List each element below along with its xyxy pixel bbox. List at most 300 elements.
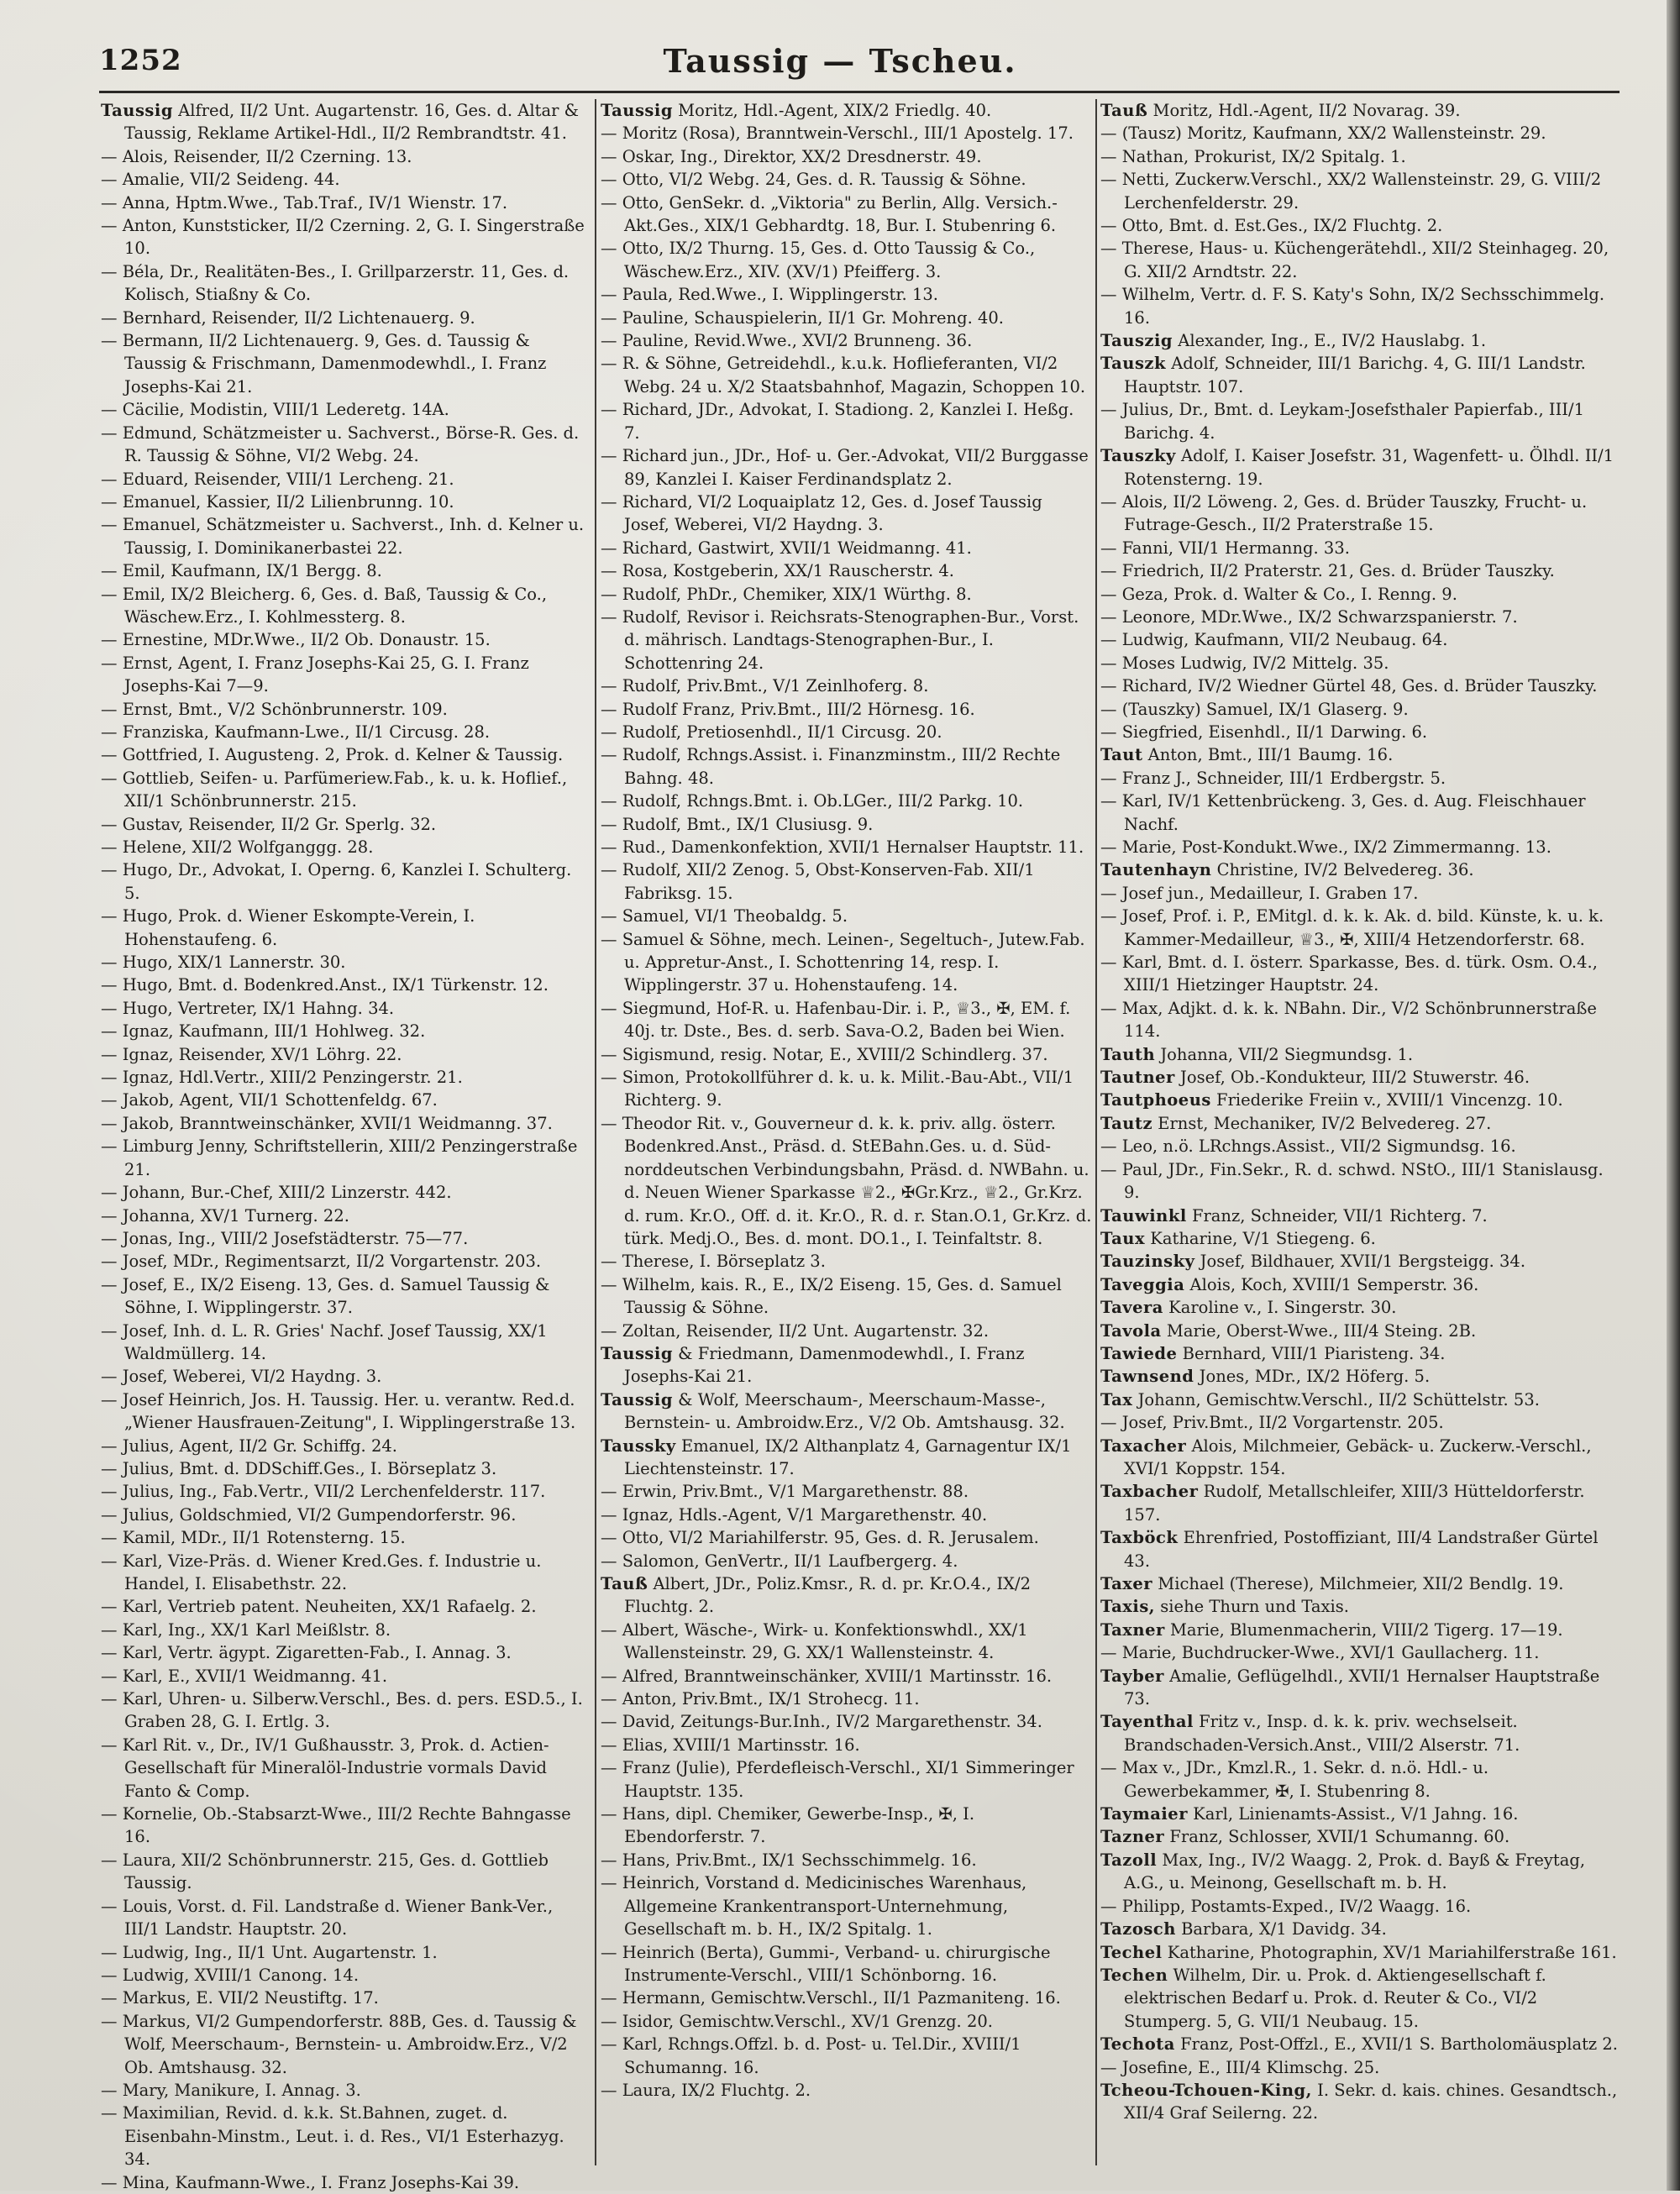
entry-text: — Amalie, VII/2 Seideng. 44. [101,170,340,190]
directory-entry [1100,1572,1621,1595]
entry-text: — Samuel & Söhne, mech. Leinen-, Segeltuch-, Jutew.Fab. u. Appretur-Anst., I. Schottenring 14, resp. I. Wipplingerstr. 37 u. Hohenstaufeng. 14. [601,929,1085,995]
directory-entry [601,559,1092,582]
entry-text: — Karl, Vize-Präs. d. Wiener Kred.Ges. f. Industrie u. Handel, I. Elisabethstr. 22. [101,1551,542,1593]
entry-text: Ernst, Mechaniker, IV/2 Belvedereg. 27. [1152,1113,1492,1133]
directory-entry [101,1849,591,1895]
entry-text: — Wilhelm, kais. R., E., IX/2 Eiseng. 15, Ges. d. Samuel Taussig & Söhne. [601,1274,1062,1318]
entry-text: Franz, Schneider, VII/1 Richterg. 7. [1186,1205,1488,1226]
entry-text: — Josef, Prof. i. P., EMitgl. d. k. k. Ak. d. bild. Künste, k. u. k. Kammer-Medailleur, ♕3., ✠, XIII/4 Hetzendorferstr. 68. [1100,906,1604,949]
entry-text: — Rudolf Franz, Priv.Bmt., III/2 Hörnesg. 16. [601,699,975,719]
entry-text: Johann, Gemischtw.Verschl., II/2 Schüttelstr. 53. [1132,1389,1540,1409]
entry-text: — Karl, Uhren- u. Silberw.Verschl., Bes. d. pers. ESD.5., I. Graben 28, G. I. Ertlg. 3. [101,1689,583,1732]
directory-entry [601,674,1092,697]
directory-entry [601,1504,1092,1526]
directory-entry [101,1435,591,1457]
directory-entry [101,1457,591,1480]
entry-text: — Ernst, Agent, I. Franz Josephs-Kai 25, G. I. Franz Josephs-Kai 7—9. [101,653,529,696]
page-number: 1252 [99,44,182,77]
entry-surname: Tayenthal [1100,1712,1194,1732]
entry-text: Alfred, II/2 Unt. Augartenstr. 16, Ges. d. Altar & Taussig, Reklame Artikel-Hdl., II/2 Rembrandtstr. 41. [124,101,579,144]
entry-text: — (Tausz) Moritz, Kaufmann, XX/2 Wallensteinstr. 29. [1100,123,1546,144]
entry-text: — Rudolf, Priv.Bmt., V/1 Zeinlhoferg. 8. [601,676,929,696]
entry-surname: Taymaier [1100,1804,1188,1824]
directory-entry [601,145,1092,168]
entry-text: — Anton, Priv.Bmt., IX/1 Strohecg. 11. [601,1689,920,1709]
entry-text: — Ernestine, MDr.Wwe., II/2 Ob. Donaustr. 15. [101,630,491,650]
entry-text: — Ignaz, Kaufmann, III/1 Hohlweg. 32. [101,1021,426,1042]
entry-text: — Friedrich, II/2 Praterstr. 21, Ges. d. Brüder Tauszky. [1100,561,1555,581]
entry-text: Alois, Koch, XVIII/1 Semperstr. 36. [1184,1274,1479,1294]
directory-entry [101,1043,591,1066]
entry-text: — Rosa, Kostgeberin, XX/1 Rauscherstr. 4. [601,561,954,581]
directory-entry [1100,1825,1621,1848]
entry-text: Michael (Therese), Milchmeier, XII/2 Bendlg. 19. [1152,1574,1564,1593]
entry-surname: Tautz [1100,1113,1153,1133]
directory-entry [101,1687,591,1734]
entry-text: — Leo, n.ö. LRchngs.Assist., VII/2 Sigmundsg. 16. [1100,1136,1516,1157]
entry-text: Katharine, V/1 Stiegeng. 6. [1145,1228,1376,1248]
directory-entry [601,905,1092,927]
entry-text: — Samuel, VI/1 Theobaldg. 5. [601,906,848,926]
directory-entry [1100,858,1621,881]
entry-text: — Fanni, VII/1 Hermanng. 33. [1100,538,1350,558]
directory-entry [601,491,1092,537]
directory-entry [1100,836,1621,858]
directory-entry [101,1135,591,1181]
entry-text: — Marie, Post-Kondukt.Wwe., IX/2 Zimmermanng. 13. [1100,837,1551,857]
entry-surname: Tawiede [1100,1343,1178,1363]
entry-surname: Taxis, [1100,1597,1156,1617]
entry-text: — Rud., Damenkonfektion, XVII/1 Hernalser Hauptstr. 11. [601,837,1084,857]
entry-text: — Hugo, Dr., Advokat, I. Operng. 6, Kanzlei I. Schulterg. 5. [101,860,572,903]
entry-text: — Hans, dipl. Chemiker, Gewerbe-Insp., ✠, I. Ebendorferstr. 7. [601,1804,975,1847]
entry-text: — Hermann, Gemischtw.Verschl., II/1 Pazmaniteng. 16. [601,1988,1061,2008]
entry-text: — Helene, XII/2 Wolfganggg. 28. [101,837,374,857]
entry-surname: Tauwinkl [1100,1205,1187,1226]
directory-entry [601,606,1092,674]
entry-text: Josef, Bildhauer, XVII/1 Bergsteigg. 34. [1194,1252,1526,1272]
directory-entry [601,1619,1092,1665]
entry-text: Bernhard, VIII/1 Piaristeng. 34. [1177,1343,1446,1363]
entry-surname: Taussky [601,1436,676,1456]
directory-entry [1100,1526,1621,1572]
column-3 [1100,99,1621,2165]
entry-text: — Richard, IV/2 Wiedner Gürtel 48, Ges. d. Brüder Tauszky. [1100,676,1598,696]
entry-text: — Erwin, Priv.Bmt., V/1 Margarethenstr. 88. [601,1482,969,1502]
entry-text: — Paula, Red.Wwe., I. Wipplingerstr. 13. [601,285,938,305]
entry-surname: Tauszky [1100,446,1176,466]
entry-text: — Josef jun., Medailleur, I. Graben 17. [1100,883,1419,903]
directory-entry [1100,329,1621,352]
directory-entry [601,352,1092,398]
directory-entry [601,1941,1092,1987]
entry-text: Anton, Bmt., III/1 Baumg. 16. [1142,745,1394,765]
entry-text: — Julius, Bmt. d. DDSchiff.Ges., I. Börseplatz 3. [101,1458,497,1478]
directory-entry [1100,444,1621,491]
directory-entry [601,1871,1092,1940]
entry-text: — Richard, VI/2 Loquaiplatz 12, Ges. d. Josef Taussig Josef, Weberei, VI/2 Haydng. 3. [601,491,1042,535]
directory-entry [101,1205,591,1227]
entry-surname: Taussig [601,1389,673,1409]
directory-entry [1100,2056,1621,2079]
entry-surname: Tauzinsky [1100,1252,1195,1272]
entry-text: — Bermann, II/2 Lichtenauerg. 9, Ges. d. Taussig & Taussig & Frischmann, Damenmodewhdl., I. Franz Josephs-Kai 21. [101,331,547,396]
directory-entry [601,1687,1092,1710]
entry-text: — Alfred, Branntweinschänker, XVIII/1 Martinsstr. 16. [601,1666,1053,1686]
directory-entry [101,422,591,468]
directory-entry [1100,628,1621,651]
directory-entry [101,767,591,813]
directory-entry [1100,1710,1621,1756]
entry-text: — Julius, Agent, II/2 Gr. Schiffg. 24. [101,1436,397,1456]
entry-surname: Taxer [1100,1574,1153,1593]
directory-entry [1100,721,1621,743]
entry-text: Albert, JDr., Poliz.Kmsr., R. d. pr. Kr.O.4., IX/2 Fluchtg. 2. [624,1574,1032,1617]
entry-text: — Karl, Bmt. d. I. österr. Sparkasse, Bes. d. türk. Osm. O.4., XIII/1 Hietzinger Hauptstr. 24. [1100,953,1598,995]
entry-text: Max, Ing., IV/2 Waagg. 2, Prok. d. Bayß & Freytag, A.G., u. Meinong, Gesellschaft m. b. H. [1124,1850,1586,1893]
directory-entry [1100,997,1621,1043]
entry-surname: Taxner [1100,1619,1165,1640]
entry-text: — Anna, Hptm.Wwe., Tab.Traf., IV/1 Wienstr. 17. [101,192,508,213]
directory-entry [1100,882,1621,905]
directory-entry [1100,1803,1621,1825]
entry-text: Alois, Milchmeier, Gebäck- u. Zuckerw.-Verschl., XVI/1 Koppstr. 154. [1124,1436,1592,1478]
directory-entry [1100,237,1621,283]
entry-surname: Tauß [601,1574,648,1593]
directory-entry [101,1665,591,1687]
directory-entry [601,1849,1092,1871]
entry-surname: Taussig [601,1343,673,1363]
entry-text: — Moses Ludwig, IV/2 Mittelg. 35. [1100,653,1389,673]
directory-entry [101,1803,591,1849]
entry-text: — Laura, XII/2 Schönbrunnerstr. 215, Ges. d. Gottlieb Taussig. [101,1850,549,1893]
directory-entry [601,698,1092,721]
directory-entry [1100,1273,1621,1296]
directory-entry [101,905,591,951]
entry-text: — R. & Söhne, Getreidehdl., k.u.k. Hoflieferanten, VI/2 Webg. 24 u. X/2 Staatsbahnhof, Magazin, Schoppen 10. [601,354,1086,396]
entry-text: — Franz (Julie), Pferdefleisch-Verschl., XI/1 Simmeringer Hauptstr. 135. [601,1758,1074,1801]
entry-text: Rudolf, Metallschleifer, XIII/3 Hütteldorferstr. 157. [1124,1482,1585,1525]
directory-entry [601,1803,1092,1849]
entry-text: — Markus, E. VII/2 Neustiftg. 17. [101,1988,379,2008]
entry-text: — Salomon, GenVertr., II/1 Laufbergerg. 4. [601,1551,958,1571]
directory-entry [601,1435,1092,1481]
entry-text: — Hugo, Prok. d. Wiener Eskompte-Verein, I. Hohenstaufeng. 6. [101,906,475,949]
entry-surname: Tazner [1100,1827,1165,1847]
directory-entry [601,813,1092,836]
entry-surname: Tcheou-Tchouen-King, [1100,2080,1312,2100]
directory-entry [101,628,591,651]
entry-text: — Pauline, Revid.Wwe., XVI/2 Brunneng. 36. [601,331,973,351]
entry-surname: Taveggia [1100,1274,1185,1294]
directory-entry [1100,1895,1621,1918]
entry-text: — Siegfried, Eisenhdl., II/1 Darwing. 6. [1100,722,1428,742]
entry-text: — Maximilian, Revid. d. k.k. St.Bahnen, zuget. d. Eisenbahn-Minstm., Leut. i. d. Res., VI/1 Esterhazyg. 34. [101,2103,564,2170]
entry-text: — Nathan, Prokurist, IX/2 Spitalg. 1. [1100,146,1406,166]
directory-entry [1100,1480,1621,1526]
directory-entry [601,1756,1092,1803]
entry-text: siehe Thurn und Taxis. [1155,1597,1349,1617]
entry-text: — Josef, Priv.Bmt., II/2 Vorgartenstr. 205. [1100,1413,1444,1433]
directory-entry [1100,214,1621,237]
entry-text: — Ernst, Bmt., V/2 Schönbrunnerstr. 109. [101,699,448,719]
entry-surname: Tauß [1100,101,1148,120]
directory-entry [601,122,1092,144]
directory-entry [1100,1435,1621,1481]
entry-text: Jones, MDr., IX/2 Höferg. 5. [1194,1367,1431,1387]
directory-entry [101,398,591,421]
entry-text: — Otto, VI/2 Webg. 24, Ges. d. R. Taussig & Söhne. [601,170,1026,190]
entry-text: — Max, Adjkt. d. k. k. NBahn. Dir., V/2 Schönbrunnerstraße 114. [1100,998,1597,1042]
entry-text: — Karl, Ing., XX/1 Karl Meißlstr. 8. [101,1619,391,1640]
entry-text: — Rudolf, Pretiosenhdl., II/1 Circusg. 20. [601,722,942,742]
entry-text: Moritz, Hdl.-Agent, XIX/2 Friedlg. 40. [672,101,992,120]
directory-entry [601,1526,1092,1549]
directory-entry [1100,1641,1621,1664]
column-divider [595,99,596,2165]
entry-text: — Otto, GenSekr. d. „Viktoria" zu Berlin, Allg. Versich.-Akt.Ges., XIX/1 Gebhardtg. 18, Bur. I. Stubenring 6. [601,192,1058,236]
directory-entry [601,997,1092,1043]
entry-text: — Max v., JDr., Kmzl.R., 1. Sekr. d. n.ö. Hdl.- u. Gewerbekammer, ✠, I. Stubenring 8. [1100,1758,1489,1801]
directory-entry [101,1181,591,1204]
directory-entry [1100,1320,1621,1342]
entry-text: I. Sekr. d. kais. chines. Gesandtsch., XII/4 Graf Seilerng. 22. [1124,2080,1618,2123]
directory-entry [601,168,1092,191]
entry-text: — Mina, Kaufmann-Wwe., I. Franz Josephs-Kai 39. [101,2172,520,2192]
directory-entry [1100,1849,1621,1895]
directory-entry [601,790,1092,812]
directory-entry [1100,1941,1621,1964]
directory-entry [101,1250,591,1273]
directory-entry [1100,1595,1621,1618]
entry-text: Karl, Linienamts-Assist., V/1 Jahng. 16. [1187,1804,1519,1824]
entry-text: — Emil, IX/2 Bleicherg. 6, Ges. d. Baß, Taussig & Co., Wäschew.Erz., I. Kohlmessterg. 8. [101,584,548,627]
entry-text: Adolf, Schneider, III/1 Barichg. 4, G. III/1 Landstr. Hauptstr. 107. [1124,354,1586,396]
entry-surname: Tayber [1100,1666,1164,1686]
entry-text: — Louis, Vorst. d. Fil. Landstraße d. Wiener Bank-Ver., III/1 Landstr. Hauptstr. 20. [101,1896,554,1939]
entry-text: Ehrenfried, Postoffiziant, III/4 Landstraßer Gürtel 43. [1124,1528,1599,1571]
directory-entry [1100,1043,1621,1066]
entry-surname: Tautner [1100,1068,1175,1088]
entry-text: — Wilhelm, Vertr. d. F. S. Katy's Sohn, IX/2 Sechsschimmelg. 16. [1100,285,1605,328]
entry-text: — Ignaz, Hdl.Vertr., XIII/2 Penzingerstr. 21. [101,1068,463,1088]
directory-entry [601,307,1092,329]
entry-text: — Otto, VI/2 Mariahilferstr. 95, Ges. d. R. Jerusalem. [601,1528,1039,1548]
entry-text: & Friedmann, Damenmodewhdl., I. Franz Josephs-Kai 21. [624,1343,1025,1387]
directory-entry [601,1734,1092,1756]
directory-entry [1100,674,1621,697]
entry-text: — Josef, Weberei, VI/2 Haydng. 3. [101,1367,382,1387]
entry-text: — Siegmund, Hof-R. u. Hafenbau-Dir. i. P., ♕3., ✠, EM. f. 40j. tr. Dste., Bes. d. serb. Sava-O.2, Baden bei Wien. [601,998,1071,1042]
directory-entry [1100,1112,1621,1135]
entry-text: — Paul, JDr., Fin.Sekr., R. d. schwd. NStO., III/1 Stanislausg. 9. [1100,1159,1604,1203]
directory-entry [101,652,591,698]
entry-text: Christine, IV/2 Belvedereg. 36. [1211,860,1474,880]
directory-entry [1100,2033,1621,2055]
entry-text: — Marie, Buchdrucker-Wwe., XVI/1 Gaullacherg. 11. [1100,1643,1540,1663]
directory-entry [101,1089,591,1111]
directory-entry [1100,398,1621,444]
directory-entry [1100,1205,1621,1227]
directory-entry [601,237,1092,283]
directory-entry [1100,559,1621,582]
directory-entry [101,491,591,513]
directory-entry [101,1941,591,1964]
directory-entry [1100,905,1621,951]
directory-entry [601,1665,1092,1687]
directory-entry [101,951,591,974]
entry-text: — Julius, Ing., Fab.Vertr., VII/2 Lerchenfelderstr. 117. [101,1482,546,1502]
entry-surname: Tazoll [1100,1850,1158,1870]
directory-entry [101,858,591,905]
entry-text: Amalie, Geflügelhdl., XVII/1 Hernalser Hauptstraße 73. [1124,1666,1600,1709]
directory-entry [1100,583,1621,606]
entry-text: Johanna, VII/2 Siegmundsg. 1. [1155,1044,1414,1064]
entry-text: — Kornelie, Ob.-Stabsarzt-Wwe., III/2 Rechte Bahngasse 16. [101,1804,571,1847]
entry-surname: Taussig [601,101,673,120]
directory-entry [601,1320,1092,1342]
entry-surname: Taut [1100,745,1143,765]
entry-text: — Sigismund, resig. Notar, E., XVIII/2 Schindlerg. 37. [601,1044,1048,1064]
directory-entry [101,1964,591,1987]
entry-surname: Tauth [1100,1044,1156,1064]
entry-text: — Philipp, Postamts-Exped., IV/2 Waagg. 16. [1100,1896,1472,1916]
entry-text: Friederike Freiin v., XVIII/1 Vincenzg. 10. [1210,1090,1563,1110]
directory-entry [101,192,591,214]
directory-entry [1100,1250,1621,1273]
directory-entry [101,1388,591,1435]
directory-entry [1100,1619,1621,1641]
directory-entry [601,583,1092,606]
directory-entry [101,1112,591,1135]
entry-text: — Gottfried, I. Augusteng. 2, Prok. d. Kelner & Taussig. [101,745,564,765]
entry-text: — Rudolf, Rchngs.Bmt. i. Ob.LGer., III/2 Parkg. 10. [601,791,1024,811]
directory-entry [1100,168,1621,214]
entry-text: — Netti, Zuckerw.Verschl., XX/2 Wallensteinstr. 29, G. VIII/2 Lerchenfelderstr. 29. [1100,170,1602,213]
entry-text: — Karl, Vertr. ägypt. Zigaretten-Fab., I. Annag. 3. [101,1643,512,1663]
directory-entry [601,2079,1092,2102]
entry-text: — Julius, Dr., Bmt. d. Leykam-Josefsthaler Papierfab., III/1 Barichg. 4. [1100,400,1584,443]
entry-text: Franz, Post-Offzl., E., XVII/1 S. Bartholomäusplatz 2. [1174,2034,1619,2055]
entry-text: — Richard, Gastwirt, XVII/1 Weidmanng. 41. [601,538,972,558]
entry-text: — Geza, Prok. d. Walter & Co., I. Renng. 9. [1100,584,1457,604]
entry-text: — Ludwig, Kaufmann, VII/2 Neubaug. 64. [1100,630,1448,650]
entry-text: Moritz, Hdl.-Agent, II/2 Novarag. 39. [1147,101,1461,120]
directory-entry [1100,1756,1621,1803]
directory-entry [101,721,591,743]
directory-entry [601,1987,1092,2009]
directory-entry [1100,1089,1621,1111]
directory-entry [1100,767,1621,790]
entry-text: — Hugo, Bmt. d. Bodenkred.Anst., IX/1 Türkenstr. 12. [101,975,549,995]
directory-entry [1100,491,1621,537]
entry-text: — Emanuel, Kassier, II/2 Lilienbrunng. 10. [101,491,454,512]
entry-text: Wilhelm, Dir. u. Prok. d. Aktiengesellschaft f. elektrischen Bedarf u. Prok. d. Reuter & Co., VI/2 Stumperg. 5, G. VII/1 Neubaug. 15. [1124,1965,1546,2031]
entry-surname: Techen [1100,1965,1168,1985]
entry-text: Franz, Schlosser, XVII/1 Schumanng. 60. [1164,1827,1510,1847]
entry-text: — Moritz (Rosa), Branntwein-Verschl., III/1 Apostelg. 17. [601,123,1074,144]
entry-text: — Mary, Manikure, I. Annag. 3. [101,2080,361,2100]
directory-entry [601,1388,1092,1435]
entry-text: — Alois, II/2 Löweng. 2, Ges. d. Brüder Tauszky, Frucht- u. Futrage-Gesch., II/2 Praterstraße 15. [1100,491,1588,535]
directory-entry [101,1365,591,1388]
directory-entry [1100,283,1621,329]
directory-entry [101,214,591,260]
entry-text: Emanuel, IX/2 Althanplatz 4, Garnagentur IX/1 Liechtensteinstr. 17. [624,1436,1072,1478]
directory-entry [101,145,591,168]
entry-text: — Hugo, Vertreter, IX/1 Hahng. 34. [101,998,395,1018]
entry-text: — Limburg Jenny, Schriftstellerin, XIII/2 Penzingerstraße 21. [101,1136,578,1179]
directory-entry [601,1572,1092,1619]
entry-surname: Tautenhayn [1100,860,1212,880]
directory-entry [101,1020,591,1042]
column-2 [601,99,1092,2165]
directory-entry [1100,698,1621,721]
directory-entry [1100,743,1621,766]
directory-entry [1100,951,1621,997]
entry-text: — Bernhard, Reisender, II/2 Lichtenauerg. 9. [101,307,475,328]
directory-entry [101,2079,591,2102]
entry-text: — Karl, Vertrieb patent. Neuheiten, XX/1 Rafaelg. 2. [101,1597,537,1617]
directory-entry [1100,1342,1621,1365]
entry-text: — Jonas, Ing., VIII/2 Josefstädterstr. 75—77. [101,1228,469,1248]
entry-text: — Ludwig, XVIII/1 Canong. 14. [101,1965,360,1985]
directory-entry [101,468,591,491]
running-head: Taussig — Tscheu. [663,42,1017,80]
entry-surname: Tautphoeus [1100,1090,1211,1110]
directory-entry [101,583,591,629]
directory-entry [601,1043,1092,1066]
directory-entry [1100,1388,1621,1411]
entry-text: — Jakob, Branntweinschänker, XVII/1 Weidmanng. 37. [101,1113,553,1133]
entry-text: — Leonore, MDr.Wwe., IX/2 Schwarzspanierstr. 7. [1100,606,1518,627]
entry-text: — Therese, I. Börseplatz 3. [601,1252,826,1272]
directory-entry [101,698,591,721]
directory-entry [601,444,1092,491]
entry-text: Alexander, Ing., E., IV/2 Hauslabg. 1. [1173,331,1487,351]
directory-entry [601,2033,1092,2079]
column-1 [101,99,591,2192]
entry-text: — Béla, Dr., Realitäten-Bes., I. Grillparzerstr. 11, Ges. d. Kolisch, Stiaßny & Co. [101,261,570,305]
directory-entry [101,1619,591,1641]
entry-text: — Laura, IX/2 Fluchtg. 2. [601,2080,811,2100]
directory-entry [101,1227,591,1250]
directory-entry [601,2010,1092,2033]
directory-entry [601,1066,1092,1112]
directory-entry [101,1480,591,1503]
directory-entry [101,329,591,398]
entry-surname: Taxbacher [1100,1482,1199,1502]
entry-text: — Hugo, XIX/1 Lannerstr. 30. [101,953,346,973]
directory-entry [601,99,1092,122]
directory-entry [101,813,591,836]
entry-text: — Gottlieb, Seifen- u. Parfümeriew.Fab., k. u. k. Hoflief., XII/1 Schönbrunnerstr. 215. [101,768,568,811]
directory-entry [101,974,591,996]
scan-edge [1667,0,1680,2191]
directory-entry [1100,2079,1621,2125]
directory-entry [601,537,1092,559]
directory-entry [601,1342,1092,1388]
directory-entry [101,260,591,307]
directory-entry [601,721,1092,743]
entry-text: — Theodor Rit. v., Gouverneur d. k. k. priv. allg. österr. Bodenkred.Anst., Präsd. d. StEBahn.Ges. u. d. Süd-norddeutschen Verbindungsbahn, Präsd. d. NWBahn. u. d. Neuen Wiener Sparkasse ♕2., ✠Gr.Krz., ♕2., Gr.Krz. d. rum. Kr.O., Off. d. it. Kr.O., R. d. r. Stan.O.1, Gr.Krz. d. türk. Medj.O., Bes. d. mont. DO.1., I. Teinfaltstr. 8. [601,1113,1092,1248]
entry-text: — Albert, Wäsche-, Wirk- u. Konfektionswhdl., XX/1 Wallensteinstr. 29, G. XX/1 Wallensteinstr. 4. [601,1619,1028,1663]
entry-text: — Otto, IX/2 Thurng. 15, Ges. d. Otto Taussig & Co., Wäschew.Erz., XIV. (XV/1) Pfeifferg. 3. [601,239,1036,281]
entry-text: — Markus, VI/2 Gumpendorferstr. 88B, Ges. d. Taussig & Wolf, Meerschaum-, Bernstein- u. Ambroidw.Erz., V/2 Ob. Amtshausg. 32. [101,2011,577,2077]
header-rule [99,91,1620,93]
directory-entry [1100,1296,1621,1319]
directory-entry [1100,1665,1621,1711]
